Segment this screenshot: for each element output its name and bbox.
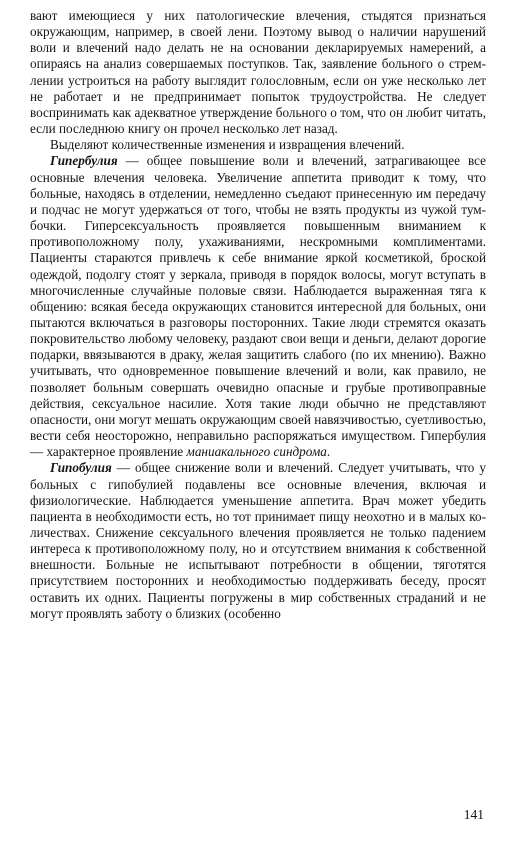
paragraph-tail: .	[326, 444, 331, 460]
paragraph-continuation	[30, 8, 486, 137]
paragraph-hypobulia	[30, 460, 486, 622]
term-hyperbulia: Гипербулия	[50, 153, 118, 169]
paragraph-classification	[30, 137, 486, 153]
paragraph-text: вают имеющиеся у них патологические влечения, стыдятся признаться окружающим, например, в своей лени. Поэтому вывод о наличии нарушений воли и влечений надо делать не на основании декларируемых намерений, а опираясь на анализ совершаемых поступков. Так, заявление больного о стремлении устроиться на работу выглядит голословным, если он уже несколько лет не работает и не предпринимает попыток трудоустройства. Не следует воспринимать как адекватное утверждение больного о том, что он любит читать, если последнюю книгу он прочел несколько лет назад.	[30, 8, 486, 137]
paragraph-text: — общее снижение воли и влечений. Следует учитывать, что у больных с гипобулией подавлены все основные влечения, включая и физиологические. Наблюдается уменьшение аппетита. Врач может убедить пациента в необходимости есть, но тот принимает пищу неохотно и в малых количествах. Снижение сексуального влечения проявляется не только падением интереса к противоположному полу, но и отсутствием внимания к собственной внешности. Больные не испытывают потребности в общении, тяготятся присутствием посторонних и необходимостью поддерживать беседу, просят оставить их одних. Пациенты погружены в мир собственных страданий и не могут проявлять заботу о близких (особенно	[30, 460, 486, 621]
term-hypobulia: Гипобулия	[50, 460, 112, 476]
book-page-text	[30, 8, 486, 622]
italic-term-manic-syndrome: маниакального синдрома	[186, 444, 327, 460]
paragraph-text: Выделяют количественные изменения и извращения влечений.	[50, 137, 405, 153]
paragraph-text: — общее повышение воли и влечений, затрагивающее все основные влечения человека. Увеличение аппетита приводит к тому, что больные, находясь в отделении, немедленно съедают принесенную им передачу и подчас не могут удержаться от того, чтобы не взять продукты из чужой тумбочки. Гиперсексуальность проявляется повышенным вниманием к противоположному полу, ухаживаниями, нескромными комплиментами. Пациенты стараются привлечь к себе внимание яркой косметикой, броской одеждой, подолгу стоят у зеркала, приводя в порядок волосы, могут вступать в многочисленные случайные половые связи. Наблюдается выраженная тяга к общению: всякая беседа окружающих становится интересной для больных, они пытаются включаться в разговоры посторонних. Такие люди стремятся оказать покровительство любому человеку, раздают свои вещи и деньги, делают дорогие подарки, ввязываются в драку, желая защитить слабого (по их мнению). Важно учитывать, что одновременное повышение влечений и воли, как правило, не позволяет больным совершать очевидно опасные и грубые противоправные действия, сексуальное насилие. Хотя такие люди обычно не представляют опасности, они могут мешать окружающим своей навязчивостью, суетливостью, вести себя неосторожно, неправильно распоряжаться имуществом. Гипербулия — характерное проявление	[30, 153, 486, 460]
paragraph-hyperbulia	[30, 153, 486, 460]
page-number: 141	[463, 807, 484, 822]
